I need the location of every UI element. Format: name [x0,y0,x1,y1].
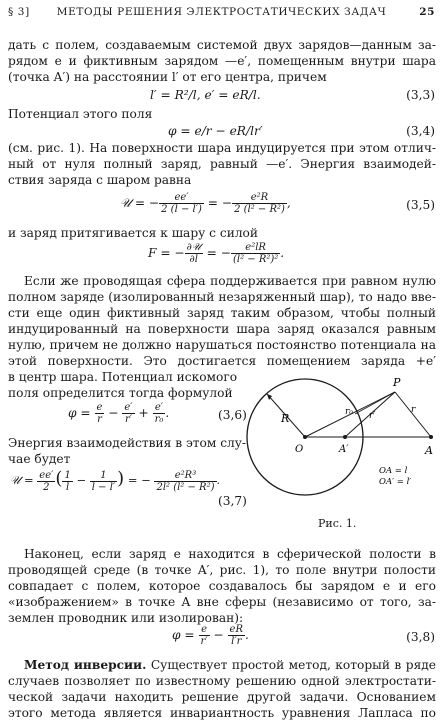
label-O: O [295,444,304,455]
equation-3-4: φ = e/r − eR/lr′ [168,124,263,138]
equation-number: (3,8) [406,630,435,644]
text-line: этого метода является инвариантность уравнения Лапласа по [8,706,436,720]
text-line: дать с полем, создаваемым системой двух зарядов—данным за- [8,38,436,52]
label-A-prime: A′ [339,444,349,455]
label-r: r [411,405,416,415]
text-line: ческой задачи находить решение другой задачи. Основанием [8,690,436,704]
figure-caption: Рис. 1. [318,517,357,530]
center-point [303,435,307,439]
equation-force: F = − $\frac{\text{∂𝒰}}{\partial l}$ = − $\frac{\text{e²lR}}{\text{(l² − R²)²}}$ . [148,242,285,265]
equation-number: (3,4) [406,124,435,138]
text-line: (точка A′) на расстоянии l′ от его центра, причем [8,70,327,84]
section-number: § 3] [8,6,30,18]
text-line: сти еще один фиктивный заряд таким образом, чтобы полный [8,306,436,320]
note-oa: OA = l [379,466,408,476]
text-line: ный от нуля полный заряд, равный —e′. Энергия взаимодей- [8,157,436,171]
label-A: A [425,444,433,457]
inversion-method-heading: Метод инверсии. [24,658,147,672]
note-oa-prime: OA′ = l′ [379,477,412,487]
equation-3-6: φ = $\frac{e}{r}$ − $\frac{e'}{r'}$ + $\frac{e'}{\text{r₀}}$ . [68,402,170,425]
point-a-prime [343,435,347,439]
header-title: МЕТОДЫ РЕШЕНИЯ ЭЛЕКТРОСТАТИЧЕСКИХ ЗАДАЧ [56,6,387,18]
text-line: проводящей среде (в точке A′, рис. 1), то поле внутри полости [8,563,436,577]
text-line: Потенциал этого поля [8,107,153,121]
text-line: нулю, причем не должно нарушаться постоянство потенциала на [8,338,436,352]
label-r0: r₀ [345,407,353,417]
text-line: полном заряде (изолированный незаряженный шар), то надо вве- [8,290,436,304]
text-line: в центр шара. Потенциал искомого [8,370,238,384]
equation-3-7: 𝒰 = $\frac{ee'}{2}$ ( $\frac{1}{l}$ − $\frac{1}{l - l'}$ ) = − $\frac{\text{e²R³}}{\text{2l² (l² − R²)}}$ . [10,468,221,493]
equation-number: (3,7) [218,494,247,508]
label-r-prime: r′ [369,411,376,421]
label-P: P [393,376,401,389]
text-line: ствия заряда с шаром равна [8,173,192,187]
equation-3-3: l′ = R²/l, e′ = eR/l. [150,88,261,102]
text-line: землен проводник или изолирован): [8,611,244,625]
text-line: этой поверхности. Это достигается помещением заряда +e′ [8,354,436,368]
equation-3-5: 𝒰 = − $\frac{ee'}{2 (l - l')}$ = − $\frac{\text{e²R}}{\text{2 (l² − R²)}}$ , [120,192,291,215]
text-line: чае будет [8,452,71,466]
running-header [8,6,435,22]
label-R: R [281,412,290,425]
text-line: (см. рис. 1). На поверхности шара индуцируется при этом отлич- [8,141,436,155]
text-line: и заряд притягивается к шару с силой [8,226,259,240]
equation-number: (3,5) [406,198,435,212]
text-line: Наконец, если заряд e находится в сферической полости в [24,547,436,561]
text-line: Если же проводящая сфера поддерживается при равном нулю [24,274,436,288]
text-line: рядом e и фиктивным зарядом —e′, помещенным внутри шара [8,54,436,68]
equation-number: (3,3) [406,88,435,102]
page-number: 25 [419,6,435,18]
text-line: индуцированный на поверхности шара заряд оказался равным [8,322,436,336]
equation-3-8: φ = $\frac{e}{r'}$ − $\frac{eR}{l'r}$ . [172,624,249,647]
equation-number: (3,6) [218,408,247,422]
text-line: Энергия взаимодействия в этом слу- [8,436,247,450]
text-line: совпадает с полем, которое создавалось бы зарядом e и его [8,579,436,593]
figure-sphere-diagram [245,362,440,512]
point-a [429,435,433,439]
text-line: Метод инверсии. Существует простой метод, который в ряде [24,658,436,672]
text-line: случаев позволяет по известному решению одной электростати- [8,674,436,688]
text-line: «изображением» в точке A вне сферы (независимо от того, за- [8,595,436,609]
text-line: поля определится тогда формулой [8,386,233,400]
